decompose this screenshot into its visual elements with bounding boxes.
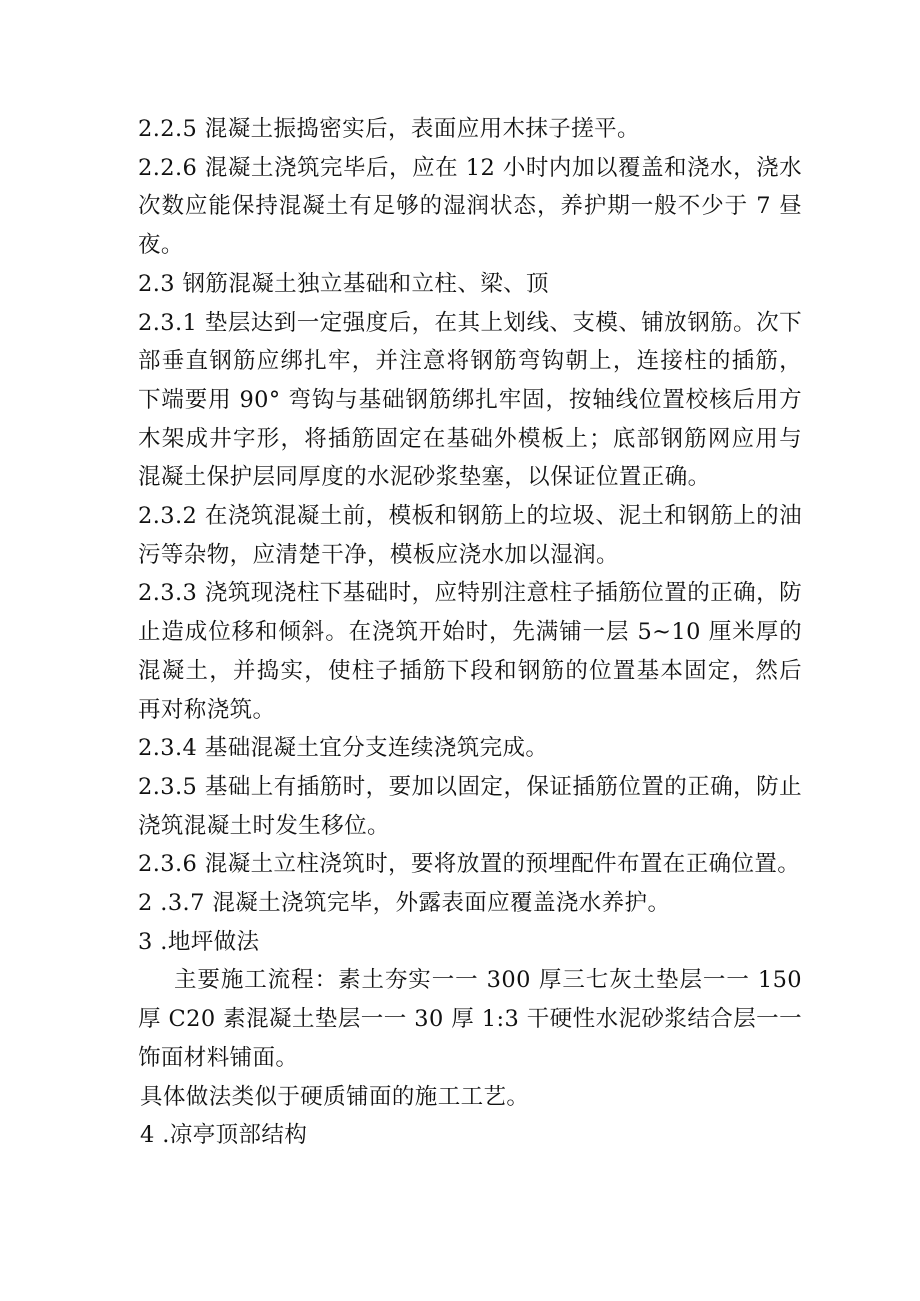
- paragraph-2-3-1: 2.3.1 垫层达到一定强度后，在其上划线、支模、铺放钢筋。次下部垂直钢筋应绑扎牢，并注意将钢筋弯钩朝上，连接柱的插筋，下端要用 90° 弯钩与基础钢筋绑扎牢固，按轴线位置校核后用方木架成井字形，将插筋固定在基础外模板上；底部钢筋网应用与混凝土保护层同厚度的水泥砂浆垫塞，以保证位置正确。: [138, 309, 802, 491]
- paragraph-2-3-7: 2 .3.7 混凝土浇筑完毕，外露表面应覆盖浇水养护。: [138, 890, 671, 917]
- section-heading-2-3: 2.3 钢筋混凝土独立基础和立柱、梁、顶: [138, 270, 549, 297]
- paragraph-2-3-2: 2.3.2 在浇筑混凝土前，模板和钢筋上的垃圾、泥土和钢筋上的油污等杂物，应清楚干净，模板应浇水加以湿润。: [138, 503, 802, 568]
- document-body: [138, 110, 802, 1155]
- paragraph-construction-flow: 主要施工流程：素土夯实一一 300 厚三七灰土垫层一一 150 厚 C20 素混凝土垫层一一 30 厚 1:3 干硬性水泥砂浆结合层一一饰面材料铺面。: [138, 967, 802, 1071]
- paragraph-2-2-6: 2.2.6 混凝土浇筑完毕后，应在 12 小时内加以覆盖和浇水，浇水次数应能保持混凝土有足够的湿润状态，养护期一般不少于 7 昼夜。: [138, 154, 802, 259]
- paragraph-2-2-5: 2.2.5 混凝土振捣密实后，表面应用木抹子搓平。: [138, 116, 640, 142]
- paragraph-2-3-3: 2.3.3 浇筑现浇柱下基础时，应特别注意柱子插筋位置的正确，防止造成位移和倾斜。在浇筑开始时，先满铺一层 5~10 厘米厚的混凝土，并捣实，使柱子插筋下段和钢筋的位置基本固定，然后再对称浇筑。: [138, 580, 802, 723]
- section-heading-3: 3 .地坪做法: [138, 928, 260, 955]
- paragraph-2-3-6: 2.3.6 混凝土立柱浇筑时，要将放置的预埋配件布置在正确位置。: [138, 851, 801, 878]
- paragraph-2-3-4: 2.3.4 基础混凝土宜分支连续浇筑完成。: [138, 735, 549, 762]
- section-heading-4: 4 .凉亭顶部结构: [140, 1122, 308, 1149]
- paragraph-specific-method: 具体做法类似于硬质铺面的施工工艺。: [140, 1083, 530, 1110]
- paragraph-2-3-5: 2.3.5 基础上有插筋时，要加以固定，保证插筋位置的正确，防止浇筑混凝土时发生移位。: [138, 773, 802, 839]
